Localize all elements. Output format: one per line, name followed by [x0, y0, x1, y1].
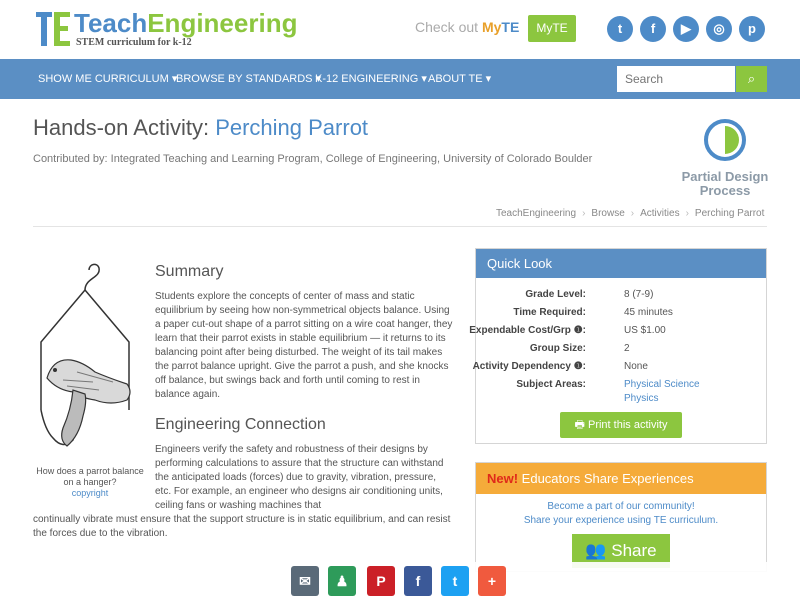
- educators-line-1: Become a part of our community!: [547, 501, 695, 512]
- educators-share-heading: New! Educators Share Experiences: [476, 463, 766, 494]
- share-bar-background: [0, 562, 800, 600]
- pinterest-icon[interactable]: p: [739, 16, 765, 42]
- main-nav: [0, 59, 800, 99]
- engineering-connection-heading: Engineering Connection: [155, 416, 326, 433]
- breadcrumb-activities[interactable]: Activities: [640, 208, 680, 219]
- checkout-myte-text: Check out MyTE: [415, 19, 520, 35]
- logo-tagline: STEM curriculum for k-12: [76, 37, 192, 48]
- subject-physical-science-link[interactable]: Physical Science: [624, 379, 700, 390]
- divider: [33, 226, 767, 227]
- engineering-connection-text-cont: continually vibrate must ensure that the support structure is in static equilibrium, and can resist the forces due to the vibration.: [33, 514, 451, 539]
- partial-design-process-label: Partial Design Process: [681, 169, 769, 198]
- share-experience-button[interactable]: 👥 Share: [572, 534, 670, 568]
- site-header: [0, 0, 800, 58]
- breadcrumb-current: Perching Parrot: [694, 208, 765, 219]
- pinterest-icon[interactable]: P: [367, 566, 395, 596]
- myte-button[interactable]: MyTE: [528, 15, 576, 42]
- print-activity-button[interactable]: 🖶 Print this activity: [560, 412, 682, 438]
- logo-mark-icon: [36, 12, 70, 46]
- facebook-icon[interactable]: f: [404, 566, 432, 596]
- twitter-icon[interactable]: t: [441, 566, 469, 596]
- educators-line-2: Share your experience using TE curriculum.: [523, 515, 719, 526]
- educators-share-panel: [475, 462, 767, 572]
- facebook-icon[interactable]: f: [640, 16, 666, 42]
- breadcrumb-teachengineering[interactable]: TeachEngineering: [496, 208, 577, 219]
- breadcrumb-browse[interactable]: Browse: [591, 208, 625, 219]
- google-classroom-icon[interactable]: ♟: [328, 566, 356, 596]
- nav-show-me-curriculum[interactable]: SHOW ME CURRICULUM ▾: [38, 73, 178, 85]
- contributed-by: Contributed by: Integrated Teaching and Learning Program, College of Engineering, University of Colorado Boulder: [33, 153, 593, 165]
- page-title: Hands-on Activity: Perching Parrot: [33, 115, 369, 140]
- copyright-link[interactable]: copyright: [71, 488, 109, 498]
- plus-icon[interactable]: +: [478, 566, 506, 596]
- search-input[interactable]: [617, 66, 735, 92]
- parrot-hanger-image[interactable]: [33, 260, 143, 460]
- quick-look-panel: Quick Look Grade Level: 8 (7-9) Time Required: 45 minutes Expendable Cost/Grp ❶: US $1.00 Group Size: 2 Activity Dependency ❶: None Subject Areas: Physical Science Physics 🖶 Print this activity: [475, 248, 767, 444]
- figure-caption: How does a parrot balance on a hanger? copyright: [33, 466, 147, 499]
- partial-design-process-icon: [703, 118, 747, 162]
- group-icon: 👥: [585, 541, 607, 560]
- nav-browse-by-standards[interactable]: BROWSE BY STANDARDS ▾: [176, 73, 322, 85]
- search-icon: ⌕: [747, 71, 756, 86]
- logo-text: TeachEngineering: [74, 8, 298, 38]
- quick-look-heading: Quick Look: [476, 249, 766, 278]
- engineering-connection-text: Engineers verify the safety and robustness of their designs by performing calculations to assure that the structure can withstand the anticipated loads (forces) due to gravity, vibration, pressure, etc. For example, an engineer who designs air conditioning units, ceiling fans or washing machines that: [155, 444, 444, 511]
- youtube-icon[interactable]: ▶: [673, 16, 699, 42]
- nav-about-te[interactable]: ABOUT TE ▾: [428, 73, 492, 85]
- search-button[interactable]: [736, 66, 767, 92]
- subject-physics-link[interactable]: Physics: [624, 393, 659, 404]
- twitter-icon[interactable]: t: [607, 16, 633, 42]
- nav-k12-engineering[interactable]: K-12 ENGINEERING ▾: [315, 73, 427, 85]
- breadcrumb: TeachEngineering › Browse › Activities › Perching Parrot: [496, 208, 765, 219]
- summary-heading: Summary: [155, 263, 224, 280]
- email-icon[interactable]: ✉: [291, 566, 319, 596]
- summary-text: Students explore the concepts of center of mass and static equilibrium by seeing how non-symmetrical objects balance. Using a paper cut-out shape of a parrot sitting on a wire coat hanger, they learn that their parrot exists in stable equilibrium — it returns to its balancing point after being disturbed. The weight of its tail makes the parrot balance upright. Give the parrot a push, and she knocks off balance, but swings back and forth until coming to rest in balance again.: [155, 291, 453, 400]
- instagram-icon[interactable]: ◎: [706, 16, 732, 42]
